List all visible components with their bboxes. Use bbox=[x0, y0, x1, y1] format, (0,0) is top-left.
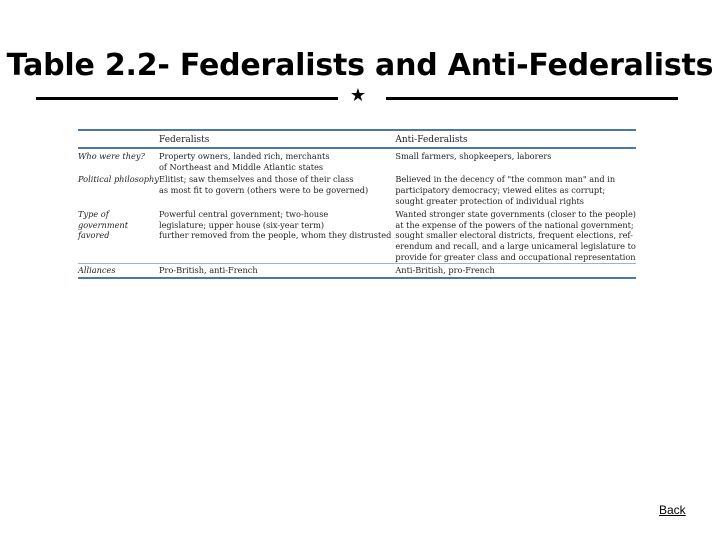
cell-line: sought greater protection of individual rights bbox=[395, 195, 584, 206]
cell-line: Believed in the decency of "the common man" and in bbox=[395, 174, 616, 185]
cell-line: participatory democracy; viewed elites as corrupt; bbox=[395, 185, 606, 196]
row-label: Type of government favored bbox=[78, 208, 129, 241]
cell-line: provide for greater class and occupational representation bbox=[395, 251, 636, 262]
cell-line: Small farmers, shopkeepers, laborers bbox=[395, 150, 552, 161]
cell-line: Property owners, landed rich, merchants bbox=[158, 150, 330, 161]
comparison-table bbox=[78, 129, 636, 279]
table-row bbox=[78, 207, 636, 263]
cell-line: Elitist; saw themselves and those of their class bbox=[158, 174, 354, 185]
page-title: Table 2.2- Federalists and Anti-Federalists bbox=[6, 48, 714, 83]
table-header-row bbox=[78, 131, 636, 148]
anti-federalists-cell bbox=[395, 263, 636, 276]
cell-line: further removed from the people, whom they distrusted bbox=[158, 230, 392, 241]
column-header-federalists: Federalists bbox=[159, 131, 395, 148]
divider-right bbox=[386, 97, 678, 100]
row-label: Who were they? bbox=[78, 150, 145, 161]
cell-line: at the expense of the powers of the national government; bbox=[395, 219, 634, 230]
table-row bbox=[78, 263, 636, 276]
federalists-cell bbox=[159, 148, 395, 173]
row-label: Alliances bbox=[78, 263, 159, 276]
divider-left bbox=[36, 97, 338, 100]
column-header-empty bbox=[78, 131, 159, 148]
star-icon: ★ bbox=[349, 85, 367, 106]
cell-line: Powerful central government; two-house bbox=[158, 208, 329, 219]
table-body bbox=[78, 148, 636, 277]
cell-line: Anti-British, pro-French bbox=[395, 264, 495, 275]
table-row bbox=[78, 148, 636, 173]
table-row bbox=[78, 172, 636, 206]
anti-federalists-cell bbox=[395, 207, 636, 263]
column-header-anti-federalists: Anti-Federalists bbox=[395, 131, 636, 148]
federalists-cell bbox=[159, 172, 395, 206]
cell-line: legislature; upper house (six-year term) bbox=[158, 219, 325, 230]
back-link[interactable]: Back bbox=[659, 503, 686, 517]
cell-line: Wanted stronger state governments (closer to the people) bbox=[395, 208, 636, 219]
federalists-cell bbox=[159, 207, 395, 263]
federalists-cell bbox=[159, 263, 395, 276]
anti-federalists-cell bbox=[395, 148, 636, 173]
cell-line: erendum and recall, and a large unicameral legislature to bbox=[395, 241, 636, 252]
anti-federalists-cell bbox=[395, 172, 636, 206]
cell-line: Pro-British, anti-French bbox=[158, 264, 258, 275]
cell-line: as most fit to govern (others were to be governed) bbox=[158, 185, 369, 196]
cell-line: sought smaller electoral districts, frequent elections, ref- bbox=[395, 230, 633, 241]
row-label: Political philosophy bbox=[78, 174, 159, 185]
cell-line: of Northeast and Middle Atlantic states bbox=[158, 161, 324, 172]
